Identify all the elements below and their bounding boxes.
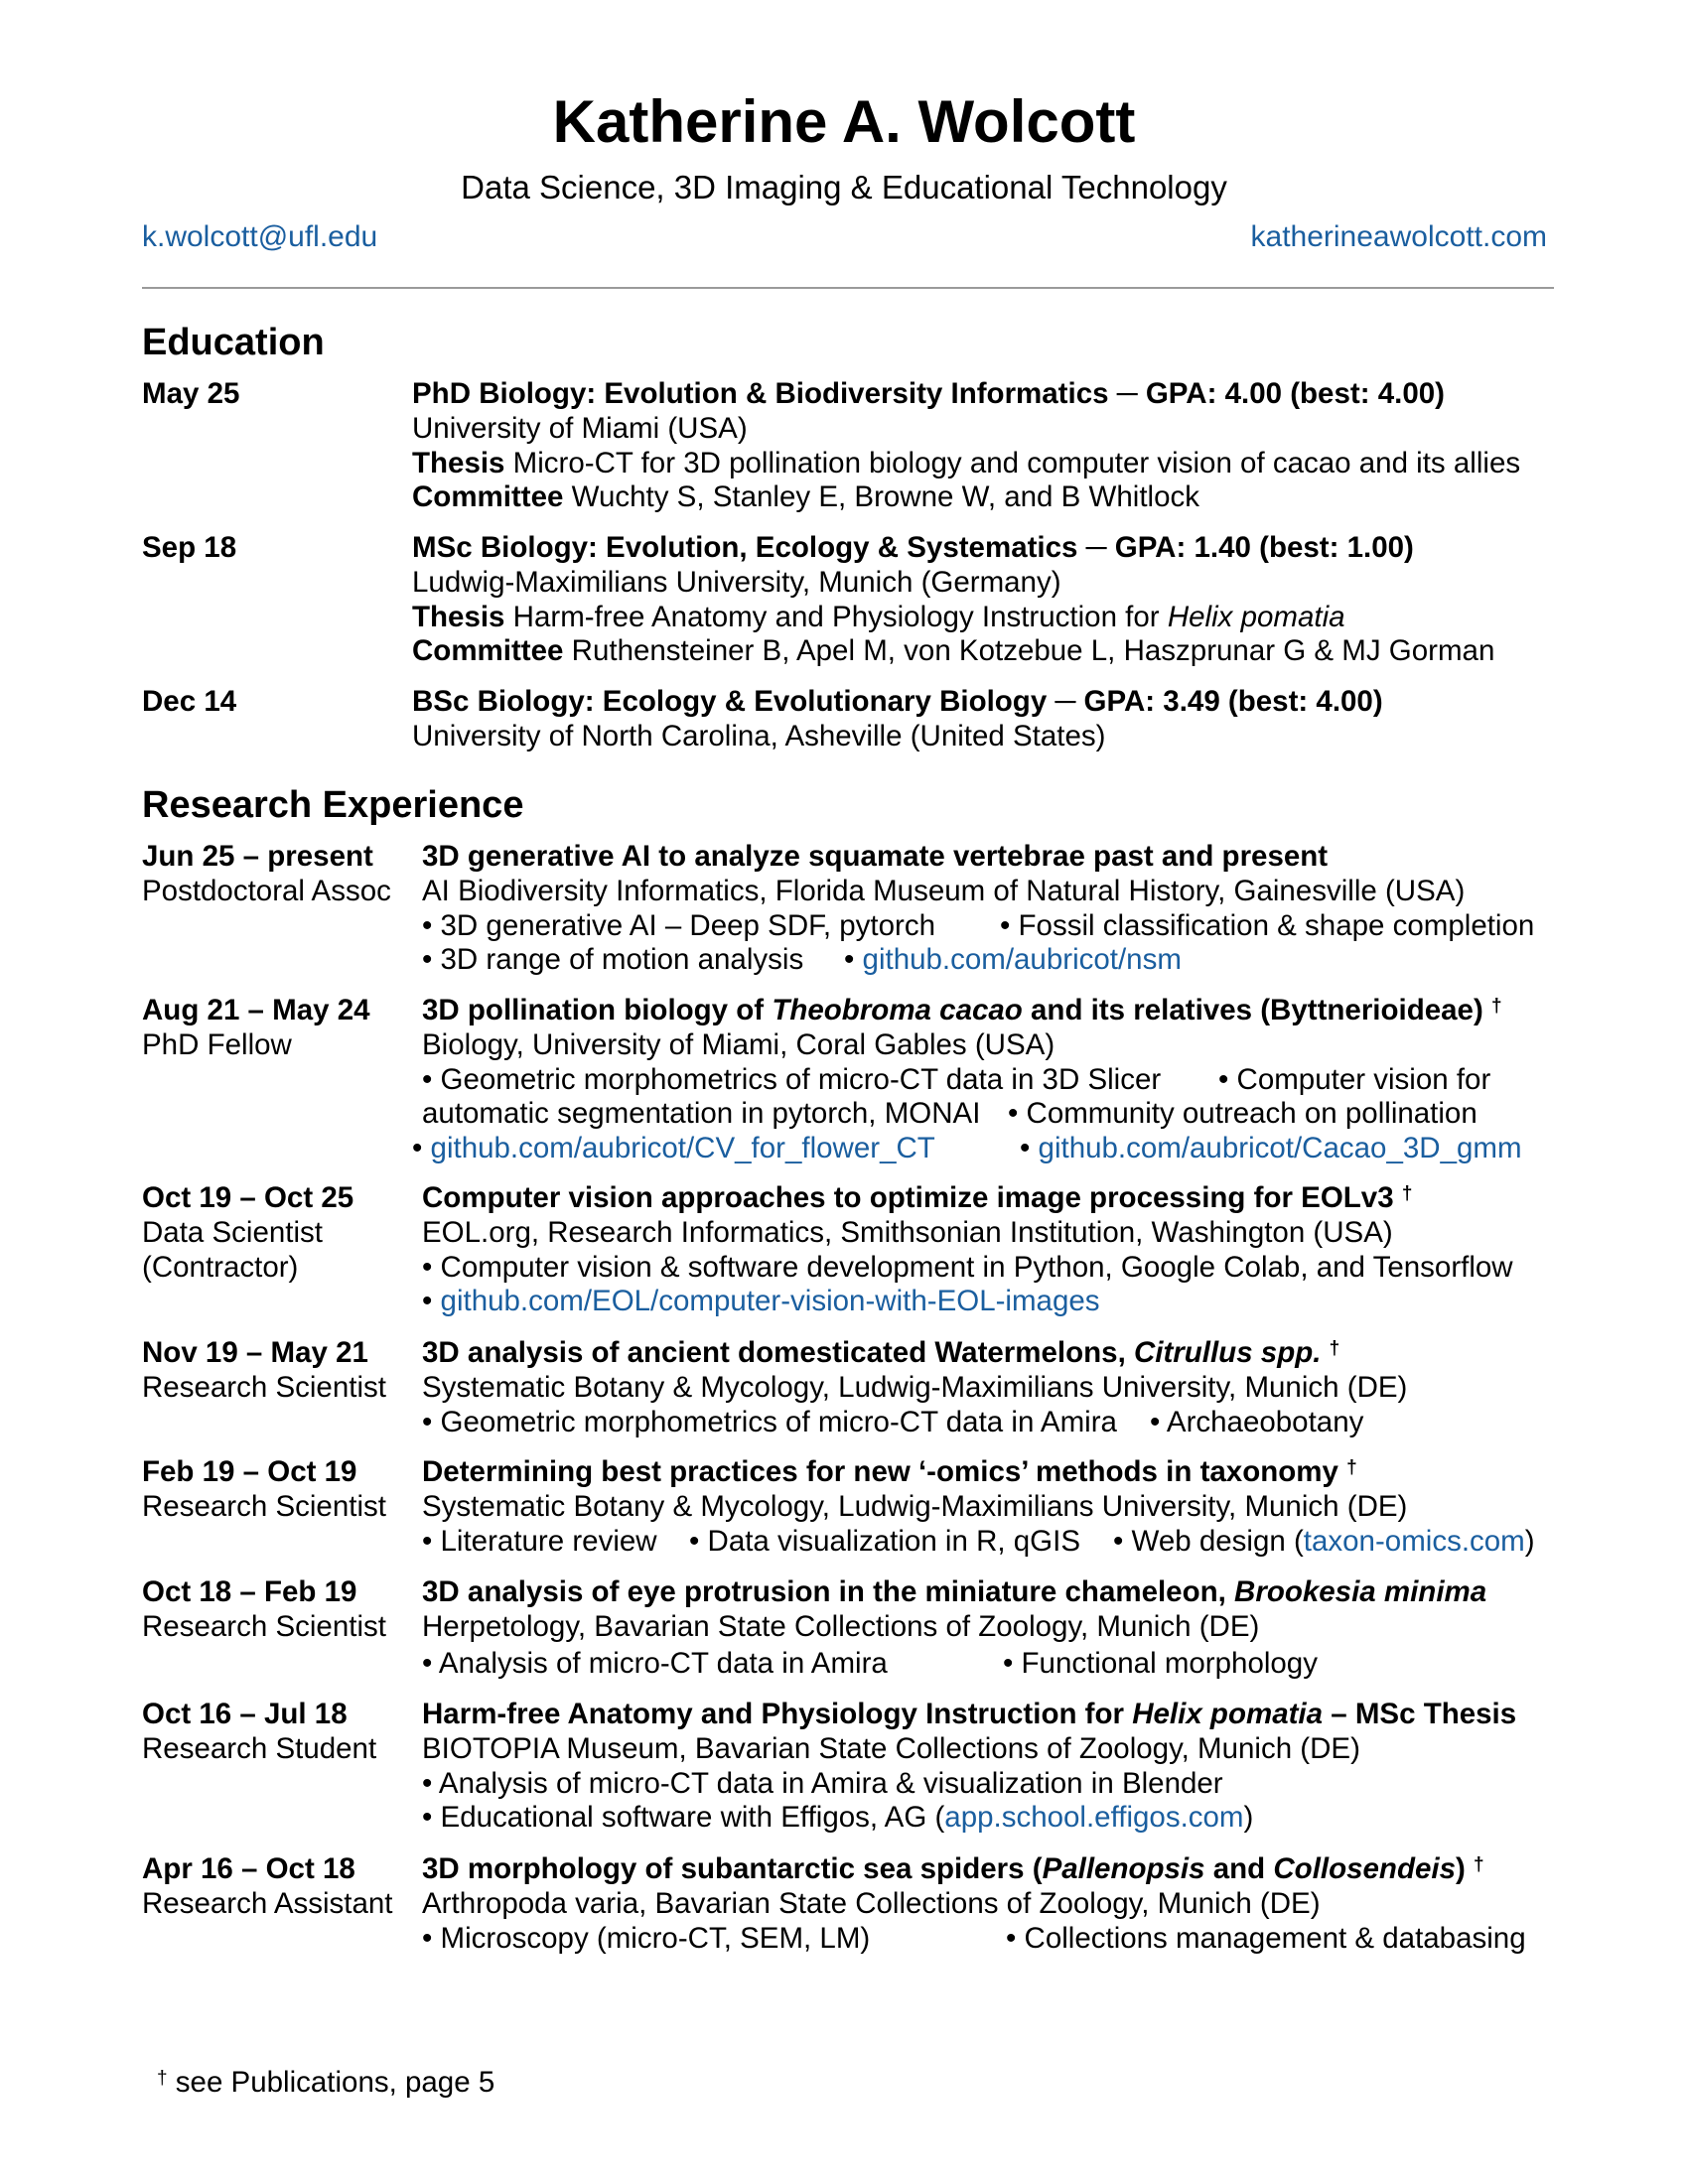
research-details — [422, 1575, 1574, 1681]
cv-name: Katherine A. Wolcott — [552, 88, 1136, 155]
education-date: Dec 14 — [142, 685, 237, 718]
institution: University of North Carolina, Asheville (United States) — [412, 719, 1106, 752]
education-details: BSc Biology: Ecology & Evolutionary Biology ─ GPA: 3.49 (best: 4.00) University of North Carolina, Asheville (United States) — [412, 685, 1564, 754]
bullet-item: • Analysis of micro-CT data in Amira — [422, 1646, 888, 1680]
bullet-item: • Educational software with Effigos, AG ( — [422, 1801, 945, 1835]
bullet-item: automatic segmentation in pytorch, MONAI — [422, 1097, 981, 1131]
gpa: GPA: 4.00 (best: 4.00) — [1145, 377, 1445, 410]
education-details: MSc Biology: Evolution, Ecology & Systematics ─ GPA: 1.40 (best: 1.00) Ludwig-Maximilians University, Munich (Germany) Thesis Harm-free Anatomy and Physiology Instruction for Helix pomatia Committee Ruthensteiner B, Apel M, von Kotzebue L, Haszprunar G & MJ Gorman — [412, 531, 1564, 669]
research-date: Oct 16 – Jul 18 — [142, 1698, 348, 1730]
thesis-species: Helix pomatia — [1167, 600, 1345, 633]
research-title: Computer vision approaches to optimize image processing for EOLv3 — [422, 1181, 1394, 1214]
dagger-mark: † — [1474, 1854, 1484, 1875]
research-title-species: Citrullus spp. — [1133, 1336, 1322, 1369]
header-divider — [142, 287, 1554, 289]
institution: Ludwig-Maximilians University, Munich (Germany) — [412, 565, 1061, 599]
bullet-item: • Literature review — [422, 1524, 657, 1558]
research-org: EOL.org, Research Informatics, Smithsonian Institution, Washington (USA) — [422, 1215, 1393, 1249]
research-title: Determining best practices for new ‘-omics’ methods in taxonomy — [422, 1455, 1338, 1488]
bullet-item: • Collections management & databasing — [1006, 1921, 1526, 1955]
research-date: Jun 25 – present — [142, 840, 373, 873]
research-heading: Research Experience — [142, 784, 524, 826]
website-link[interactable]: katherineawolcott.com — [1250, 220, 1547, 253]
research-title: 3D analysis of ancient domesticated Watermelons, — [422, 1336, 1126, 1369]
bullet-item: • Functional morphology — [1003, 1646, 1318, 1680]
dagger-mark: † — [1401, 1183, 1413, 1204]
github-cacao-gmm-link[interactable]: github.com/aubricot/Cacao_3D_gmm — [1038, 1132, 1522, 1165]
thesis-label: Thesis — [412, 446, 505, 479]
research-role: Research Scientist — [142, 1609, 386, 1643]
committee-label: Committee — [412, 480, 564, 514]
committee-text: Wuchty S, Stanley E, Browne W, and B Whitlock — [571, 480, 1199, 514]
research-title: 3D morphology of subantarctic sea spiders ( — [422, 1852, 1043, 1885]
research-org: Biology, University of Miami, Coral Gables (USA) — [422, 1027, 1055, 1061]
bullet-item: • Geometric morphometrics of micro-CT data in 3D Slicer — [422, 1062, 1162, 1096]
research-title-rest: – MSc Thesis — [1331, 1698, 1517, 1730]
research-details — [422, 1181, 1574, 1319]
research-role: Research Student — [142, 1731, 377, 1765]
research-title-mid: and — [1212, 1852, 1266, 1885]
cv-subtitle: Data Science, 3D Imaging & Educational Technology — [461, 169, 1227, 205]
degree: PhD Biology: Evolution & Biodiversity Informatics — [412, 377, 1109, 410]
bullet-item: • Computer vision for — [1218, 1062, 1491, 1096]
bullet-marker: • — [422, 1285, 433, 1318]
degree: MSc Biology: Evolution, Ecology & Systematics — [412, 531, 1078, 564]
research-title-species: Brookesia minima — [1234, 1575, 1487, 1608]
research-details — [422, 1852, 1574, 1956]
research-title-species: Collosendeis — [1273, 1852, 1456, 1885]
research-org: Herpetology, Bavarian State Collections of Zoology, Munich (DE) — [422, 1609, 1260, 1643]
committee-text: Ruthensteiner B, Apel M, von Kotzebue L, Haszprunar G & MJ Gorman — [571, 634, 1495, 668]
research-meta — [142, 1181, 410, 1285]
research-date: Nov 19 – May 21 — [142, 1336, 368, 1369]
research-org: Systematic Botany & Mycology, Ludwig-Maximilians University, Munich (DE) — [422, 1489, 1408, 1523]
bullet-item: • Data visualization in R, qGIS — [689, 1524, 1081, 1558]
research-date: Feb 19 – Oct 19 — [142, 1455, 357, 1488]
research-role: Research Scientist — [142, 1370, 386, 1404]
bullet-marker: • — [844, 943, 855, 977]
gpa: GPA: 1.40 (best: 1.00) — [1114, 531, 1414, 564]
research-details — [422, 1336, 1574, 1439]
thesis-label: Thesis — [412, 600, 505, 633]
research-meta — [142, 840, 410, 909]
research-title-rest: ) — [1455, 1852, 1466, 1885]
research-meta — [142, 1455, 410, 1525]
research-role: Postdoctoral Assoc — [142, 874, 391, 907]
research-role-note: (Contractor) — [142, 1250, 299, 1284]
research-title-species: Theobroma cacao — [772, 994, 1023, 1026]
footnote-text: see Publications, page 5 — [175, 2066, 495, 2099]
research-details — [422, 1698, 1574, 1836]
research-title-species: Helix pomatia — [1132, 1698, 1324, 1730]
dagger-mark: † — [1329, 1338, 1340, 1359]
research-meta — [142, 1698, 410, 1767]
thesis-text: Micro-CT for 3D pollination biology and computer vision of cacao and its allies — [512, 446, 1521, 479]
bullet-item: • 3D generative AI – Deep SDF, pytorch — [422, 908, 936, 942]
research-date: Aug 21 – May 24 — [142, 994, 370, 1026]
bullet-item: • Fossil classification & shape completion — [1000, 908, 1535, 942]
research-role: Data Scientist — [142, 1215, 323, 1249]
degree: BSc Biology: Ecology & Evolutionary Biology — [412, 685, 1048, 718]
research-title: 3D analysis of eye protrusion in the miniature chameleon, — [422, 1575, 1226, 1608]
bullet-item: • Analysis of micro-CT data in Amira & visualization in Blender — [422, 1766, 1223, 1800]
research-org: BIOTOPIA Museum, Bavarian State Collections of Zoology, Munich (DE) — [422, 1731, 1360, 1765]
taxon-omics-link[interactable]: taxon-omics.com — [1303, 1524, 1525, 1558]
research-details — [422, 1455, 1574, 1559]
research-role: Research Assistant — [142, 1886, 393, 1920]
dagger-mark: † — [1346, 1457, 1357, 1478]
gpa: GPA: 3.49 (best: 4.00) — [1083, 685, 1383, 718]
research-title: Harm-free Anatomy and Physiology Instruction for — [422, 1698, 1125, 1730]
github-cv-flower-link[interactable]: github.com/aubricot/CV_for_flower_CT — [430, 1132, 935, 1165]
bullet-item-close: ) — [1243, 1801, 1254, 1835]
research-org: AI Biodiversity Informatics, Florida Museum of Natural History, Gainesville (USA) — [422, 874, 1466, 907]
bullet-item: • Geometric morphometrics of micro-CT data in Amira — [422, 1405, 1117, 1438]
research-title-rest: and its relatives (Byttnerioideae) — [1031, 994, 1483, 1026]
footnote — [157, 2065, 494, 2101]
research-title: 3D generative AI to analyze squamate vertebrae past and present — [422, 840, 1329, 873]
education-date: May 25 — [142, 377, 240, 410]
dagger-mark: † — [1490, 996, 1502, 1017]
research-details — [422, 840, 1574, 978]
research-details — [412, 994, 1574, 1166]
education-heading: Education — [142, 322, 325, 363]
research-date: Oct 18 – Feb 19 — [142, 1575, 357, 1608]
bullet-item: • Computer vision & software development in Python, Google Colab, and Tensorflow — [422, 1250, 1513, 1284]
research-title: 3D pollination biology of — [422, 994, 765, 1026]
email-link[interactable]: k.wolcott@ufl.edu — [142, 220, 378, 253]
research-role: Research Scientist — [142, 1489, 386, 1523]
research-meta — [142, 1852, 410, 1922]
thesis-text: Harm-free Anatomy and Physiology Instruction for — [512, 600, 1160, 633]
bullet-item: • Microscopy (micro-CT, SEM, LM) — [422, 1921, 871, 1955]
bullet-item: • Community outreach on pollination — [1008, 1097, 1477, 1131]
research-meta — [142, 1575, 410, 1645]
bullet-item: • Archaeobotany — [1150, 1405, 1364, 1438]
research-org: Arthropoda varia, Bavarian State Collections of Zoology, Munich (DE) — [422, 1886, 1321, 1920]
research-date: Apr 16 – Oct 18 — [142, 1852, 355, 1885]
footnote-symbol: † — [157, 2068, 168, 2089]
research-role: PhD Fellow — [142, 1027, 292, 1061]
research-org: Systematic Botany & Mycology, Ludwig-Maximilians University, Munich (DE) — [422, 1370, 1408, 1404]
github-nsm-link[interactable]: github.com/aubricot/nsm — [862, 943, 1182, 977]
research-title-species: Pallenopsis — [1042, 1852, 1205, 1885]
education-details: PhD Biology: Evolution & Biodiversity Informatics ─ GPA: 4.00 (best: 4.00) University of Miami (USA) Thesis Micro-CT for 3D pollination biology and computer vision of cacao and its allies Committee Wuchty S, Stanley E, Browne W, and B Whitlock — [412, 377, 1564, 515]
education-date: Sep 18 — [142, 531, 237, 564]
bullet-item-close: ) — [1524, 1524, 1535, 1558]
research-meta — [142, 1336, 410, 1406]
effigos-link[interactable]: app.school.effigos.com — [944, 1801, 1244, 1835]
research-meta — [142, 994, 410, 1063]
committee-label: Committee — [412, 634, 564, 668]
bullet-item: • Web design ( — [1113, 1524, 1304, 1558]
research-date: Oct 19 – Oct 25 — [142, 1181, 354, 1214]
bullet-item: • 3D range of motion analysis — [422, 943, 804, 977]
institution: University of Miami (USA) — [412, 411, 748, 445]
github-eol-cv-link[interactable]: github.com/EOL/computer-vision-with-EOL-images — [440, 1285, 1100, 1318]
bullet-marker: • — [1020, 1132, 1031, 1165]
bullet-marker: • — [412, 1132, 423, 1165]
